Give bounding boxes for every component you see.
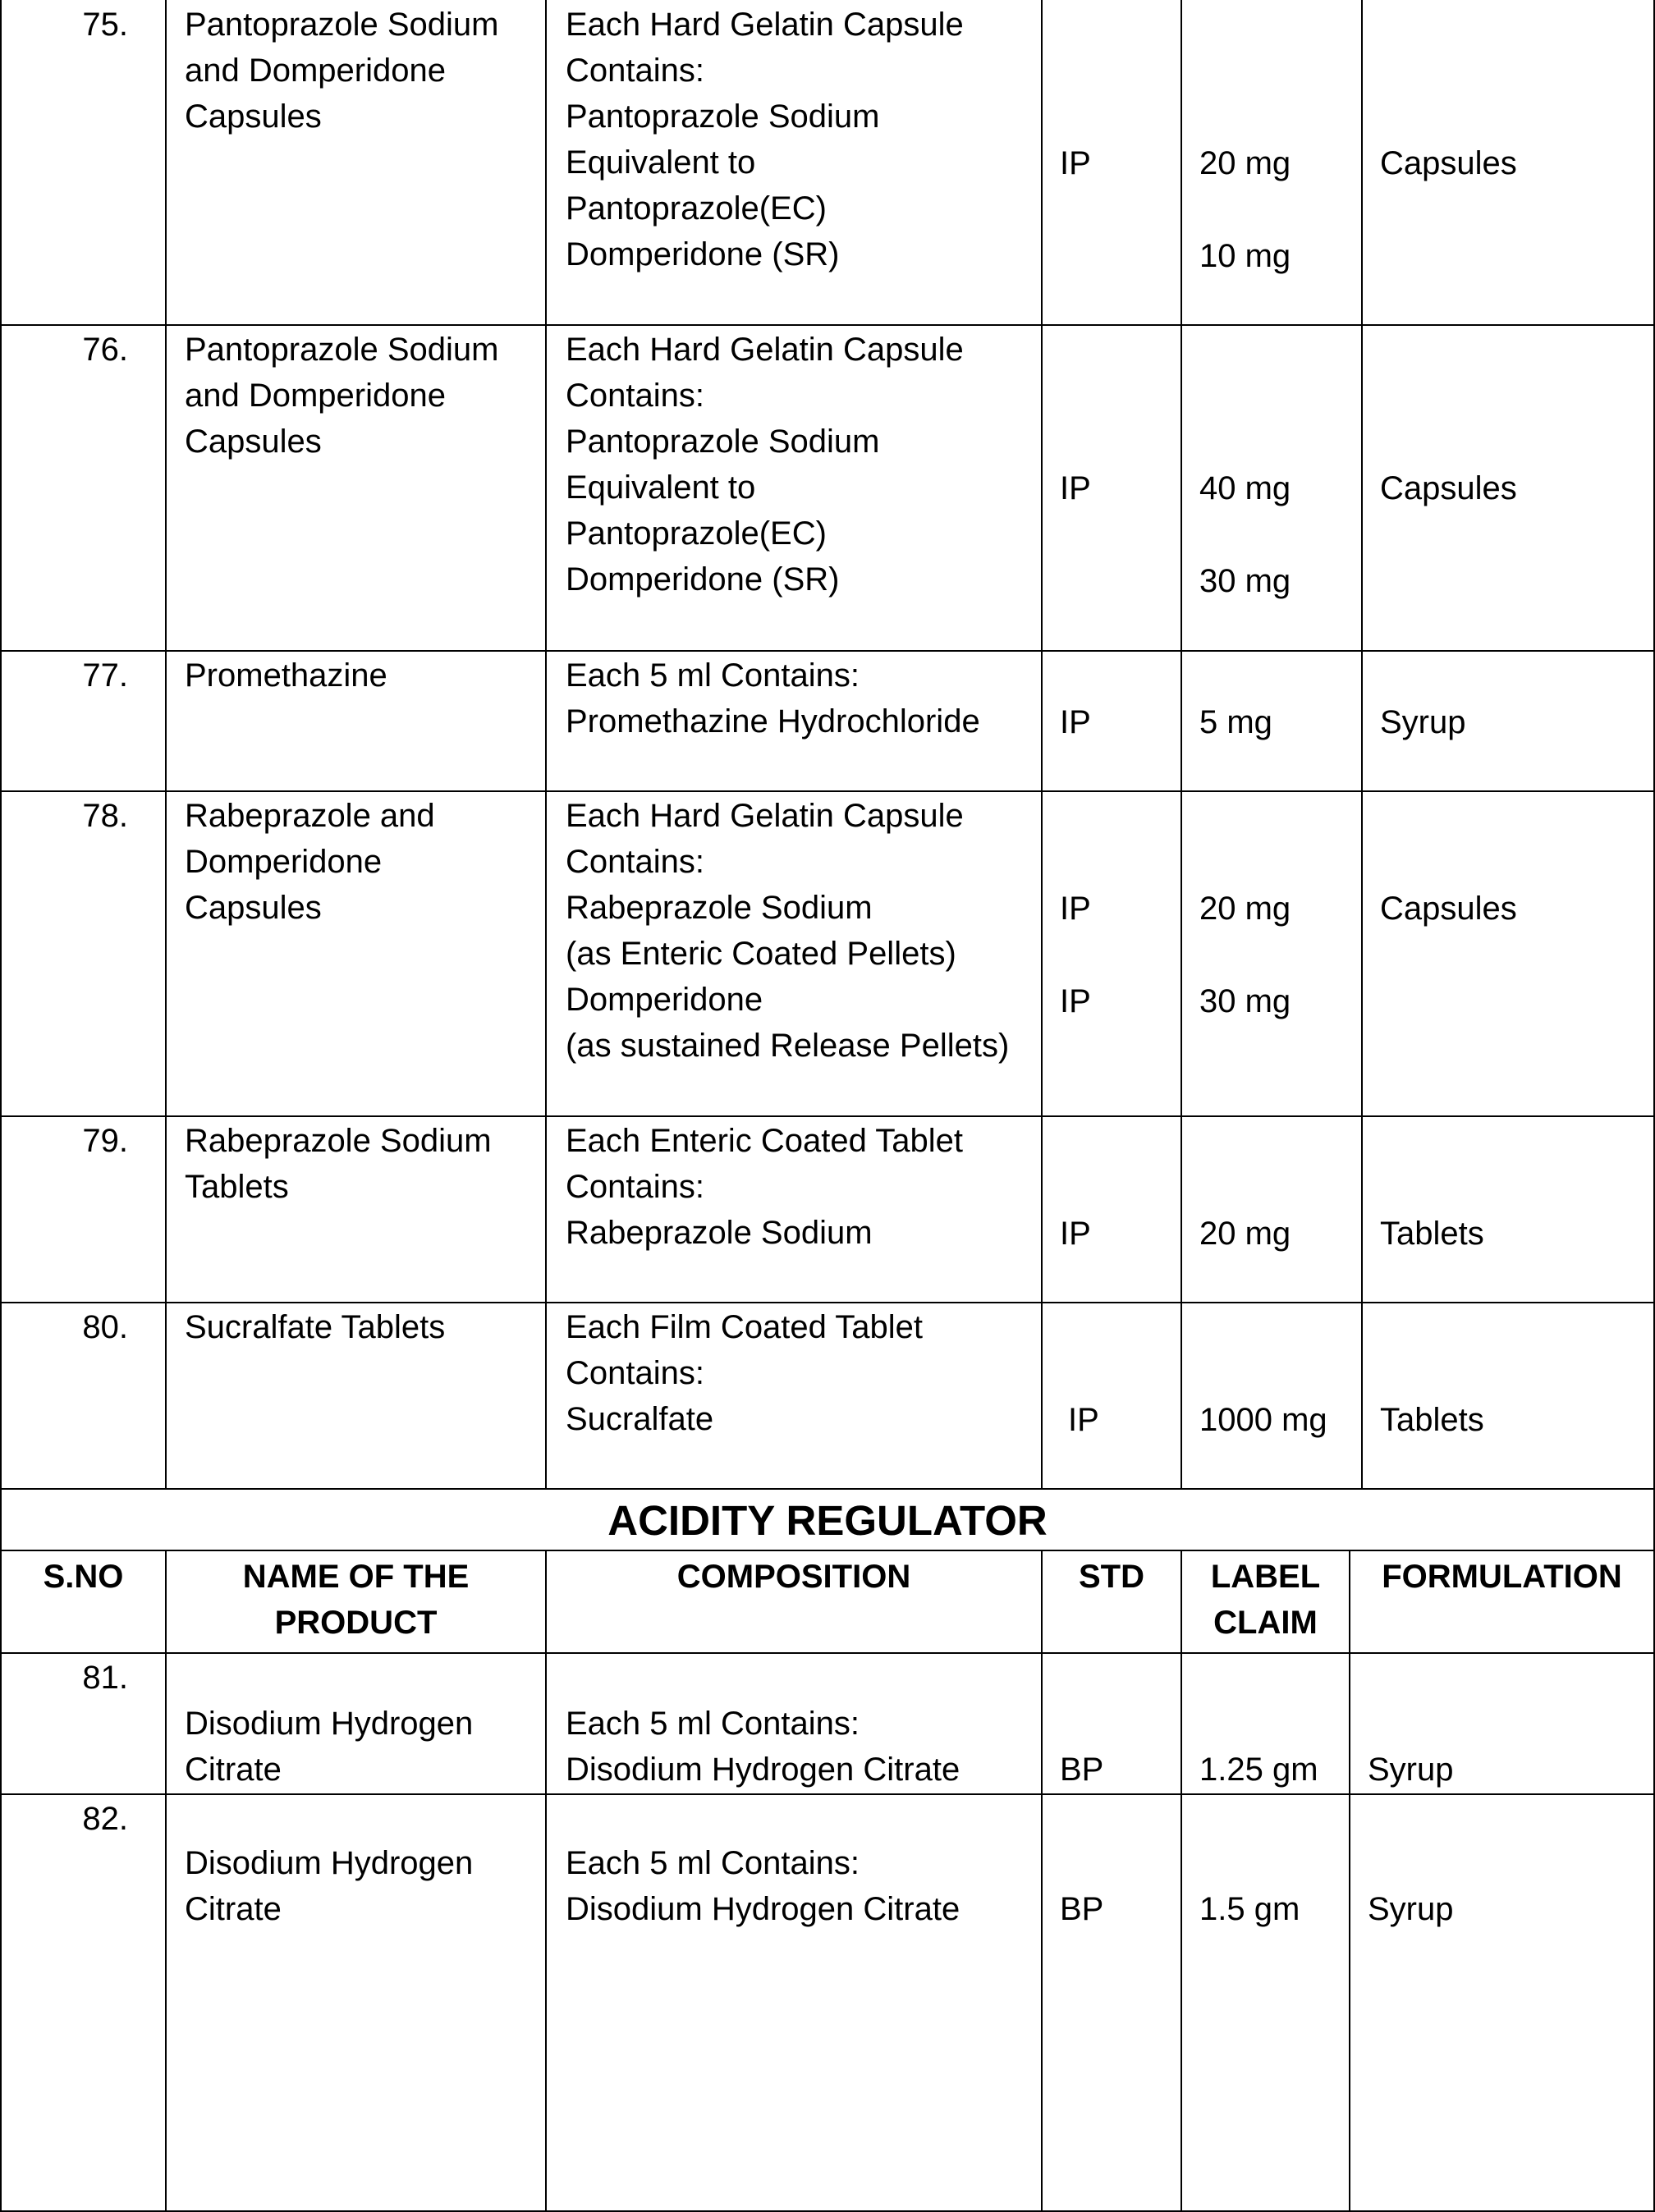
composition-line: Contains: xyxy=(566,1355,704,1391)
label-claim-cell: 40 mg xyxy=(1199,470,1291,506)
product-name-line: Capsules xyxy=(185,424,322,460)
product-name-line: and Domperidone xyxy=(185,378,446,414)
header-line: LABEL xyxy=(1210,1559,1321,1595)
section-title: ACIDITY REGULATOR xyxy=(607,1497,1048,1544)
label-claim-cell: 20 mg xyxy=(1199,145,1291,181)
std-cell: IP xyxy=(1060,704,1091,740)
column-divider xyxy=(1349,1550,1350,2212)
product-name-line: Capsules xyxy=(185,98,322,135)
label-claim-cell: 20 mg xyxy=(1199,891,1291,927)
composition-line: Contains: xyxy=(566,53,704,89)
column-divider xyxy=(165,1550,167,2212)
composition-line: (as sustained Release Pellets) xyxy=(566,1028,1010,1064)
std-cell: IP xyxy=(1060,1216,1091,1252)
row-divider xyxy=(0,1793,1655,1795)
product-name-cell xyxy=(185,1840,473,1932)
product-name-line: Tablets xyxy=(185,1169,289,1205)
composition-line: Pantoprazole Sodium xyxy=(566,424,880,460)
std-cell: IP xyxy=(1060,145,1091,181)
formulation-cell: Capsules xyxy=(1380,145,1517,181)
header-std: STD xyxy=(1079,1559,1144,1595)
composition-line: Rabeprazole Sodium xyxy=(566,1215,873,1251)
label-claim-cell: 1000 mg xyxy=(1199,1402,1327,1438)
composition-line: (as Enteric Coated Pellets) xyxy=(566,936,956,972)
product-name-line: Rabeprazole Sodium xyxy=(185,1123,492,1159)
composition-cell xyxy=(566,793,1009,1069)
composition-cell xyxy=(566,653,980,744)
formulation-cell: Tablets xyxy=(1380,1402,1484,1438)
header-line: PRODUCT xyxy=(274,1605,438,1641)
sno-cell: 76. xyxy=(82,332,128,368)
product-name-line: and Domperidone xyxy=(185,53,446,89)
composition-line: Each Hard Gelatin Capsule xyxy=(566,7,964,43)
label-claim-cell: 5 mg xyxy=(1199,704,1272,740)
sno-cell: 77. xyxy=(82,657,128,694)
composition-line: Each 5 ml Contains: xyxy=(566,657,860,694)
formulation-cell: Capsules xyxy=(1380,891,1517,927)
product-name-cell xyxy=(185,2,498,140)
formulation-cell: Syrup xyxy=(1368,1891,1454,1927)
std-cell: IP xyxy=(1060,891,1091,927)
column-divider xyxy=(1181,1550,1182,2212)
composition-cell xyxy=(566,1840,960,1932)
std-cell: BP xyxy=(1060,1891,1104,1927)
row-divider xyxy=(0,1488,1655,1490)
std-cell: IP xyxy=(1068,1402,1099,1438)
formulation-cell: Tablets xyxy=(1380,1216,1484,1252)
header-line: CLAIM xyxy=(1213,1605,1318,1641)
composition-line: Sucralfate xyxy=(566,1401,714,1437)
composition-line: Domperidone (SR) xyxy=(566,236,840,272)
formulation-cell: Syrup xyxy=(1368,1752,1454,1788)
product-name-cell xyxy=(185,793,435,931)
header-formulation: FORMULATION xyxy=(1382,1559,1622,1595)
composition-line: Pantoprazole(EC) xyxy=(566,515,827,552)
product-name-line: Capsules xyxy=(185,890,322,926)
formulation-cell: Capsules xyxy=(1380,470,1517,506)
composition-line: Rabeprazole Sodium xyxy=(566,890,873,926)
composition-line: Equivalent to xyxy=(566,144,756,181)
sno-cell: 75. xyxy=(82,7,128,43)
header-label-claim xyxy=(1182,1554,1349,1646)
column-divider xyxy=(1041,0,1043,1488)
composition-line: Each Enteric Coated Tablet xyxy=(566,1123,964,1159)
header-sno: S.NO xyxy=(43,1559,124,1595)
header-composition: COMPOSITION xyxy=(676,1559,911,1595)
composition-line: Contains: xyxy=(566,844,704,880)
header-product-name xyxy=(167,1554,545,1646)
row-divider xyxy=(0,790,1655,792)
product-name-cell xyxy=(185,327,498,465)
std-cell: IP xyxy=(1060,983,1091,1019)
row-divider xyxy=(0,1302,1655,1303)
row-divider xyxy=(0,324,1655,326)
product-name-line: Disodium Hydrogen xyxy=(185,1845,474,1881)
composition-line: Domperidone (SR) xyxy=(566,561,840,598)
label-claim-cell: 20 mg xyxy=(1199,1216,1291,1252)
product-name-line: Promethazine xyxy=(185,657,387,694)
row-divider xyxy=(0,650,1655,652)
label-claim-cell: 1.5 gm xyxy=(1199,1891,1300,1927)
sno-cell: 82. xyxy=(82,1801,128,1837)
composition-line: Disodium Hydrogen Citrate xyxy=(566,1752,960,1788)
column-divider xyxy=(165,0,167,1488)
product-name-cell xyxy=(185,1118,492,1210)
std-cell: IP xyxy=(1060,470,1091,506)
product-name-line: Pantoprazole Sodium xyxy=(185,332,499,368)
column-divider xyxy=(545,0,547,1488)
composition-cell xyxy=(566,1304,923,1442)
composition-line: Pantoprazole Sodium xyxy=(566,98,880,135)
sno-cell: 78. xyxy=(82,798,128,834)
composition-line: Promethazine Hydrochloride xyxy=(566,703,980,740)
composition-cell xyxy=(566,1701,960,1793)
composition-cell xyxy=(566,2,964,277)
row-divider xyxy=(0,1550,1655,1551)
composition-line: Contains: xyxy=(566,378,704,414)
composition-line: Each Film Coated Tablet xyxy=(566,1309,924,1345)
row-divider xyxy=(0,1652,1655,1654)
sno-cell: 81. xyxy=(82,1660,128,1696)
product-name-cell xyxy=(185,653,387,698)
composition-line: Contains: xyxy=(566,1169,704,1205)
label-claim-cell: 30 mg xyxy=(1199,983,1291,1019)
label-claim-cell: 30 mg xyxy=(1199,563,1291,599)
header-line: NAME OF THE xyxy=(242,1559,470,1595)
product-name-line: Disodium Hydrogen xyxy=(185,1706,474,1742)
product-name-line: Domperidone xyxy=(185,844,383,880)
product-name-line: Citrate xyxy=(185,1752,282,1788)
composition-line: Each 5 ml Contains: xyxy=(566,1845,860,1881)
table-border-left xyxy=(0,0,2,2212)
sno-cell: 79. xyxy=(82,1123,128,1159)
composition-line: Each Hard Gelatin Capsule xyxy=(566,798,964,834)
composition-line: Disodium Hydrogen Citrate xyxy=(566,1891,960,1927)
composition-cell xyxy=(566,1118,963,1256)
product-name-line: Citrate xyxy=(185,1891,282,1927)
column-divider xyxy=(545,1550,547,2212)
column-divider xyxy=(1041,1550,1043,2212)
composition-line: Equivalent to xyxy=(566,469,756,506)
std-cell: BP xyxy=(1060,1752,1104,1788)
column-divider xyxy=(1361,0,1363,1488)
product-name-line: Pantoprazole Sodium xyxy=(185,7,499,43)
column-divider xyxy=(1181,0,1182,1488)
composition-line: Each Hard Gelatin Capsule xyxy=(566,332,964,368)
product-name-cell xyxy=(185,1304,445,1350)
composition-line: Domperidone xyxy=(566,982,763,1018)
composition-cell xyxy=(566,327,964,602)
sno-cell: 80. xyxy=(82,1309,128,1345)
composition-line: Pantoprazole(EC) xyxy=(566,190,827,227)
formulation-cell: Syrup xyxy=(1380,704,1466,740)
label-claim-cell: 10 mg xyxy=(1199,238,1291,274)
product-name-line: Rabeprazole and xyxy=(185,798,435,834)
product-name-cell xyxy=(185,1701,473,1793)
row-divider xyxy=(0,1115,1655,1117)
composition-line: Each 5 ml Contains: xyxy=(566,1706,860,1742)
label-claim-cell: 1.25 gm xyxy=(1199,1752,1318,1788)
product-name-line: Sucralfate Tablets xyxy=(185,1309,446,1345)
